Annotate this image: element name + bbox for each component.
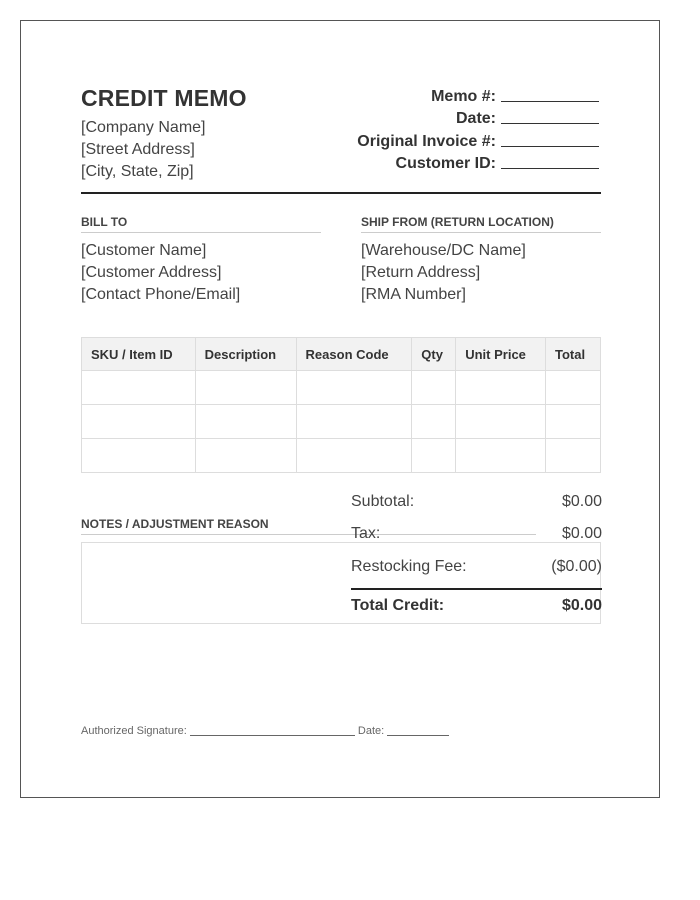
table-cell — [296, 439, 412, 473]
company-name: [Company Name] — [81, 119, 206, 136]
date-row — [357, 106, 599, 129]
notes-heading: NOTES / ADJUSTMENT REASON — [81, 517, 536, 535]
table-row — [82, 439, 601, 473]
signature-line — [81, 725, 449, 737]
totals-divider — [351, 588, 602, 590]
ship-from-line: [Return Address] — [361, 264, 481, 281]
tax-row — [351, 523, 602, 545]
column-header-qty: Qty — [412, 338, 456, 371]
restocking-fee-row — [351, 556, 602, 578]
table-cell — [456, 405, 546, 439]
original-invoice-label: Original Invoice #: — [357, 132, 496, 150]
table-cell — [82, 439, 196, 473]
credit-memo-page — [20, 20, 660, 798]
table-row — [82, 405, 601, 439]
customer-id-row — [357, 151, 599, 174]
column-header-unit-price: Unit Price — [456, 338, 546, 371]
original-invoice-field — [501, 145, 599, 147]
table-cell — [82, 405, 196, 439]
table-cell — [545, 405, 600, 439]
bill-to-line: [Customer Name] — [81, 242, 207, 259]
date-field — [501, 122, 599, 124]
table-cell — [82, 371, 196, 405]
company-info — [81, 117, 206, 183]
bill-to-line: [Contact Phone/Email] — [81, 286, 241, 303]
column-header-sku: SKU / Item ID — [82, 338, 196, 371]
company-city: [City, State, Zip] — [81, 163, 194, 180]
document-title: CREDIT MEMO — [81, 85, 247, 111]
line-items-table — [81, 337, 601, 473]
bill-to-address — [81, 240, 240, 306]
subtotal-label: Subtotal: — [351, 493, 415, 510]
memo-number-row — [357, 83, 599, 106]
subtotal-row — [351, 491, 602, 513]
table-cell — [545, 371, 600, 405]
table-cell — [412, 405, 456, 439]
signature-date-label: Date: — [357, 725, 385, 737]
table-cell — [296, 371, 412, 405]
tax-value: $0.00 — [561, 525, 602, 542]
table-cell — [545, 439, 600, 473]
column-header-reason-code: Reason Code — [296, 338, 412, 371]
tax-label: Tax: — [351, 525, 381, 542]
memo-number-field — [501, 100, 599, 102]
original-invoice-row — [357, 128, 599, 151]
bill-to-heading: BILL TO — [81, 215, 321, 233]
table-cell — [412, 371, 456, 405]
signature-date-field — [387, 734, 449, 736]
total-credit-label: Total Credit: — [351, 597, 445, 614]
restocking-fee-label: Restocking Fee: — [351, 558, 467, 575]
table-cell — [456, 371, 546, 405]
customer-id-field — [501, 167, 599, 169]
ship-from-line: [RMA Number] — [361, 286, 466, 303]
customer-id-label: Customer ID: — [395, 155, 496, 172]
table-cell — [195, 439, 296, 473]
ship-from-line: [Warehouse/DC Name] — [361, 242, 526, 259]
ship-from-address — [361, 240, 526, 306]
table-cell — [456, 439, 546, 473]
restocking-fee-value: ($0.00) — [551, 558, 602, 575]
total-credit-row — [351, 595, 602, 617]
table-row — [82, 371, 601, 405]
column-header-total: Total — [545, 338, 600, 371]
table-cell — [195, 405, 296, 439]
table-header-row — [82, 338, 601, 371]
memo-number-label: Memo #: — [431, 87, 496, 105]
totals-block — [351, 491, 602, 617]
company-street: [Street Address] — [81, 141, 195, 158]
date-label: Date: — [455, 110, 496, 127]
signature-label: Authorized Signature: — [81, 725, 187, 737]
column-header-description: Description — [195, 338, 296, 371]
memo-meta-block — [357, 83, 599, 173]
table-cell — [195, 371, 296, 405]
header-divider — [81, 192, 601, 194]
table-cell — [296, 405, 412, 439]
ship-from-heading: SHIP FROM (RETURN LOCATION) — [361, 215, 601, 233]
table-cell — [412, 439, 456, 473]
total-credit-value: $0.00 — [561, 597, 602, 614]
subtotal-value: $0.00 — [561, 493, 602, 510]
bill-to-line: [Customer Address] — [81, 264, 222, 281]
signature-field — [190, 734, 355, 736]
